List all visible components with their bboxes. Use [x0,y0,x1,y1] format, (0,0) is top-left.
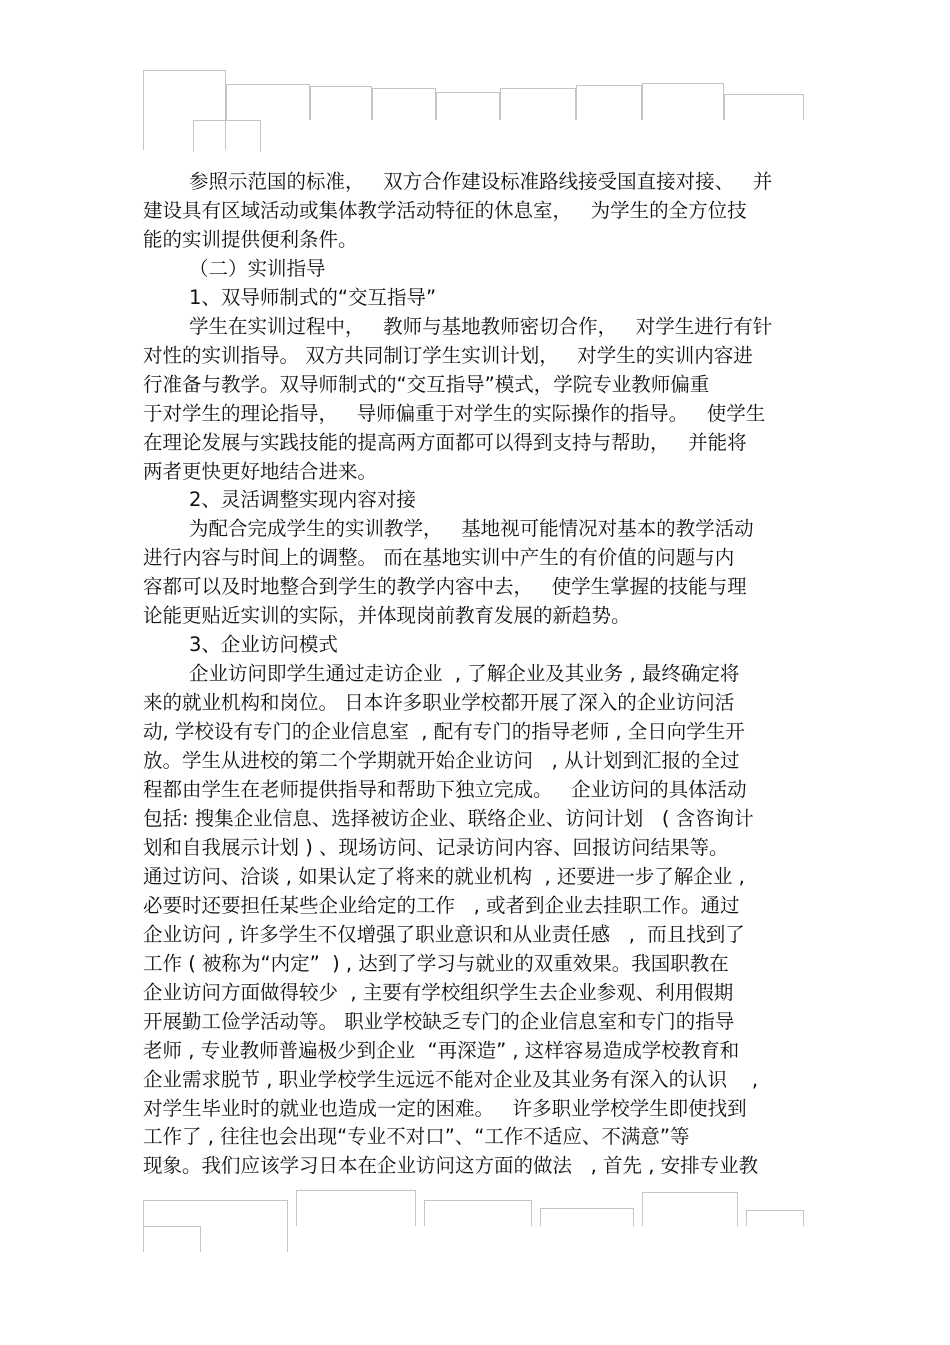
document-body [143,168,813,1181]
top-line-box [226,84,310,120]
subsection-heading: 1、双导师制式的“交互指导” [189,285,437,309]
top-line-box [372,88,436,120]
text-line: 企业访问 , 许多学生不仅增强了职业意识和从业责任感 , 而且找到了 [143,922,745,946]
text-line: 参照示范国的标准， 双方合作建设标准路线接受国直接对接、 并 [189,170,773,193]
text-line: 划和自我展示计划 ) 、现场访问、记录访问内容、回报访问结果等。 [143,835,729,859]
top-line-box [576,85,642,120]
bottom-line-box [642,1192,738,1226]
text-line: 工作了 , 往往也会出现“专业不对口”、“工作不适应、不满意”等 [143,1125,690,1149]
top-line-box [310,86,372,120]
text-line: 现象。我们应该学习日本在企业访问这方面的做法 , 首先 , 安排专业教 [143,1154,759,1178]
top-line-box [193,120,261,152]
text-line: 能的实训提供便利条件。 [143,227,358,251]
text-line: 进行内容与时间上的调整。 而在基地实训中产生的有价值的问题与内 [143,546,735,570]
text-line: 企业访问方面做得较少 , 主要有学校组织学生去企业参观、利用假期 [143,980,734,1004]
text-line: 对性的实训指导。 双方共同制订学生实训计划， 对学生的实训内容进 [143,343,753,367]
bottom-line-box [424,1200,532,1226]
text-line: 两者更快更好地结合进来。 [143,459,378,483]
bottom-line-box [540,1208,634,1226]
bottom-line-box [746,1210,804,1226]
text-line: 论能更贴近实训的实际，并体现岗前教育发展的新趋势。 [143,604,631,628]
top-line-box [500,88,576,120]
text-line: 通过访问、洽谈 , 如果认定了将来的就业机构 , 还要进一步了解企业 , [143,864,745,888]
section-heading: （二）实训指导 [189,256,326,280]
top-line-box [724,94,804,120]
text-line: 容都可以及时地整合到学生的教学内容中去， 使学生掌握的技能与理 [143,575,747,599]
text-line: 包括: 搜集企业信息、选择被访企业、联络企业、访问计划 ( 含咨询计 [143,806,754,830]
text-line: 老师 , 专业教师普遍极少到企业 “再深造” , 这样容易造成学校教育和 [143,1038,740,1062]
text-line: 企业需求脱节 , 职业学校学生远远不能对企业及其业务有深入的认识 , [143,1067,759,1091]
text-line: 必要时还要担任某些企业给定的工作 , 或者到企业去挂职工作。通过 [143,893,740,917]
text-line: 程都由学生在老师提供指导和帮助下独立完成。 企业访问的具体活动 [143,778,747,802]
text-line: 在理论发展与实践技能的提高两方面都可以得到支持与帮助， 并能将 [143,430,747,454]
text-line: 对学生毕业时的就业也造成一定的困难。 许多职业学校学生即使找到 [143,1096,747,1120]
text-line: 放。学生从进校的第二个学期就开始企业访问 , 从计划到汇报的全过 [143,749,740,773]
text-line: 企业访问即学生通过走访企业 , 了解企业及其业务 , 最终确定将 [189,662,740,686]
top-line-box [642,83,724,120]
text-line: 于对学生的理论指导， 导师偏重于对学生的实际操作的指导。 使学生 [143,401,766,425]
text-line: 来的就业机构和岗位。 日本许多职业学校都开展了深入的企业访问活 [143,691,735,715]
text-line: 动, 学校设有专门的企业信息室 , 配有专门的指导老师 , 全日向学生开 [143,720,745,744]
text-line: 开展勤工俭学活动等。 职业学校缺乏专门的企业信息室和专门的指导 [143,1009,735,1033]
subsection-heading: 2、灵活调整实现内容对接 [189,488,416,512]
subsection-heading: 3、企业访问模式 [189,633,338,657]
bottom-line-box [296,1190,416,1226]
text-line: 学生在实训过程中， 教师与基地教师密切合作， 对学生进行有针 [189,314,773,338]
text-line: 建设具有区域活动或集体教学活动特征的休息室， 为学生的全方位技 [143,198,747,222]
text-line: 工作 ( 被称为“内定” ) , 达到了学习与就业的双重效果。我国职教在 [143,951,729,975]
bottom-line-box [143,1226,201,1252]
text-line: 为配合完成学生的实训教学， 基地视可能情况对基本的教学活动 [189,517,754,541]
text-line: 行准备与教学。双导师制式的“交互指导”模式，学院专业教师偏重 [143,372,710,396]
top-line-box [436,92,500,120]
